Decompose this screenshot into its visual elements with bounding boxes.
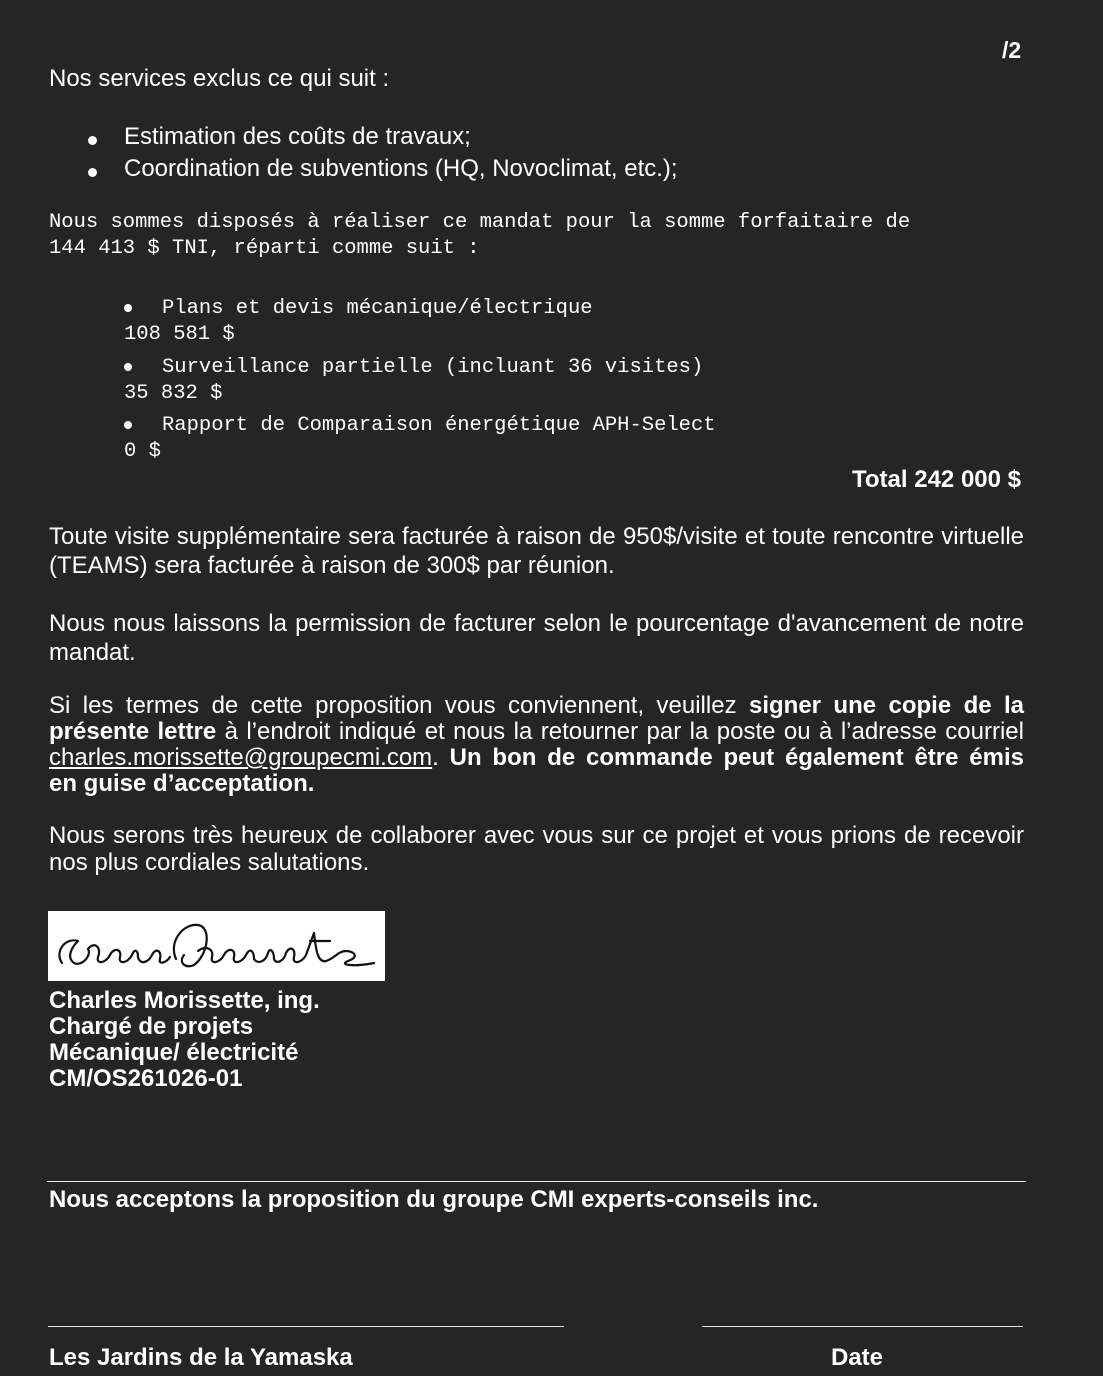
signatory-department: Mécanique/ électricité bbox=[49, 1039, 299, 1066]
exclusion-item: Coordination de subventions (HQ, Novoclimat, etc.); bbox=[124, 155, 678, 182]
terms-purchase-order: Un bon de commande peut également être émis en guise d’acceptation. bbox=[49, 744, 1024, 797]
terms-text: . bbox=[432, 744, 450, 771]
signatory-role: Chargé de projets bbox=[49, 1013, 254, 1040]
acceptance-statement: Nous acceptons la proposition du groupe CMI experts-conseils inc. bbox=[49, 1186, 819, 1213]
date-signature-line bbox=[702, 1326, 1023, 1327]
total-amount: Total 242 000 $ bbox=[852, 466, 1021, 493]
billing-paragraph: Nous nous laissons la permission de facturer selon le pourcentage d'avancement de notre mandat. bbox=[49, 610, 1024, 666]
page-number: /2 bbox=[1002, 37, 1022, 63]
exclusion-item: Estimation des coûts de travaux; bbox=[124, 123, 471, 150]
signatory-name: Charles Morissette, ing. bbox=[49, 987, 320, 1014]
mandate-line-1: Nous sommes disposés à réaliser ce mandat pour la somme forfaitaire de bbox=[49, 211, 911, 234]
date-label: Date bbox=[831, 1344, 884, 1371]
fee-item-amount: 35 832 $ bbox=[124, 382, 223, 405]
bullet-icon bbox=[86, 127, 100, 141]
terms-sign-request: signer une copie de la présente lettre bbox=[49, 692, 1024, 745]
terms-text: Si les termes de cette proposition vous conviennent, veuillez bbox=[49, 692, 749, 719]
extra-visits-paragraph: Toute visite supplémentaire sera facturée à raison de 950$/visite et toute rencontre virtuelle (TEAMS) sera facturée à raison de 300$ par réunion. bbox=[49, 523, 1024, 579]
exclusions-heading: Nos services exclus ce qui suit : bbox=[49, 65, 390, 92]
fee-item-label: Surveillance partielle (incluant 36 visites) bbox=[162, 356, 704, 379]
fee-item-amount: 108 581 $ bbox=[124, 323, 235, 346]
fee-item-amount: 0 $ bbox=[124, 440, 161, 463]
signature-image bbox=[48, 911, 385, 981]
mandate-line-2: 144 413 $ TNI, réparti comme suit : bbox=[49, 237, 480, 260]
client-signature-label: Les Jardins de la Yamaska bbox=[49, 1344, 353, 1371]
terms-text: à l’endroit indiqué et nous la retourner par la poste ou à l’adresse courriel bbox=[216, 718, 1024, 745]
client-signature-line bbox=[48, 1326, 564, 1327]
bullet-icon bbox=[86, 159, 100, 173]
document-reference: CM/OS261026-01 bbox=[49, 1065, 243, 1092]
fee-item-label: Plans et devis mécanique/électrique bbox=[162, 297, 593, 320]
closing-paragraph: Nous serons très heureux de collaborer avec vous sur ce projet et vous prions de recevoir nos plus cordiales salutations. bbox=[49, 822, 1024, 876]
fee-item-label: Rapport de Comparaison énergétique APH-Select bbox=[162, 414, 716, 437]
email-link[interactable]: charles.morissette@groupecmi.com bbox=[49, 744, 433, 771]
acceptance-divider bbox=[47, 1181, 1026, 1182]
handwritten-signature bbox=[48, 911, 385, 981]
terms-paragraph bbox=[49, 693, 1024, 797]
